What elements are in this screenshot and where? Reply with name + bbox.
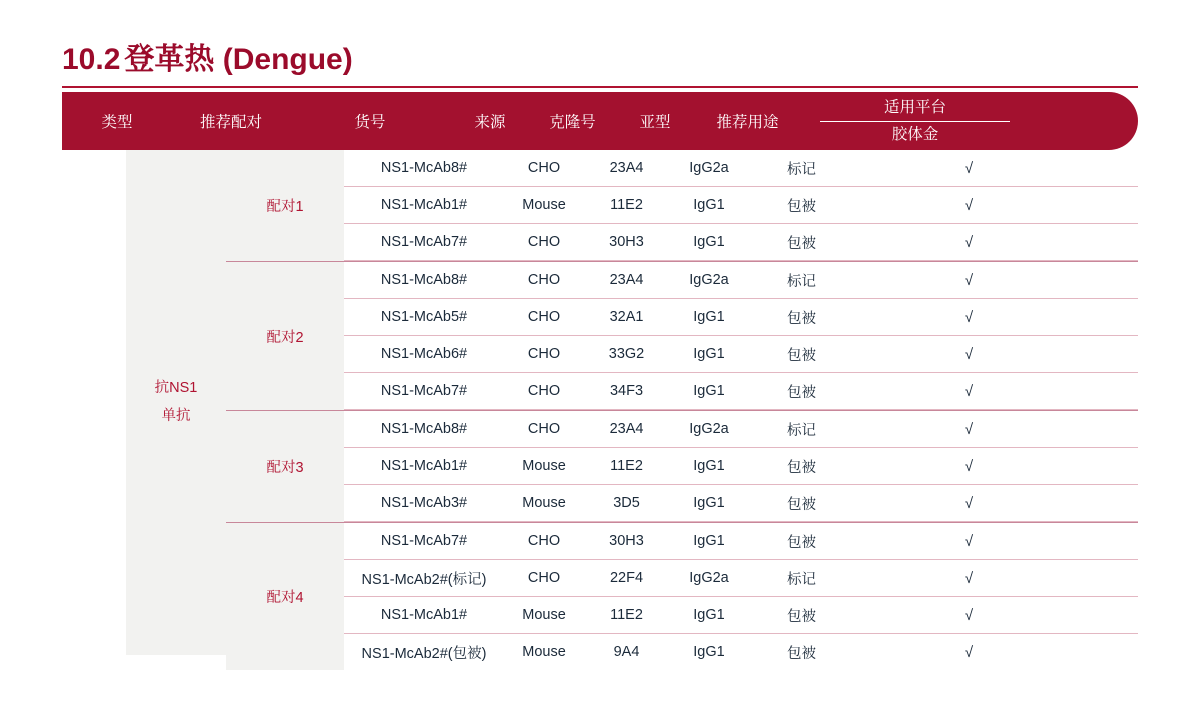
table-row[interactable]	[344, 150, 1138, 187]
cell-source: Mouse	[522, 607, 566, 623]
cell-catalog: NS1-McAb7#	[380, 533, 468, 549]
cell-gold-check: √	[964, 233, 974, 251]
table-row[interactable]	[344, 299, 1138, 336]
cell-usage: 标记	[787, 273, 816, 290]
cell-source: CHO	[527, 234, 561, 250]
pair-group	[226, 150, 1138, 261]
header-cell-source: 来源	[474, 114, 506, 131]
title-underline	[62, 86, 1138, 88]
cell-clone: 11E2	[610, 197, 643, 213]
cell-subtype: IgG1	[693, 309, 725, 325]
cell-usage: 包被	[787, 608, 816, 625]
pair-rows	[344, 523, 1138, 670]
title-number: 10.2	[62, 43, 121, 76]
cell-gold-check: √	[964, 271, 974, 289]
cell-catalog: NS1-McAb5#	[380, 309, 468, 325]
cell-clone: 30H3	[609, 533, 644, 549]
cell-catalog: NS1-McAb6#	[380, 346, 468, 362]
table-row[interactable]	[344, 373, 1138, 410]
cell-catalog: NS1-McAb2#(标记)	[361, 571, 487, 588]
pair-label: 配对4	[226, 523, 344, 670]
cell-clone: 30H3	[609, 234, 644, 250]
cell-gold-check: √	[964, 420, 974, 438]
cell-clone: 23A4	[609, 272, 644, 288]
cell-catalog: NS1-McAb7#	[380, 383, 468, 399]
table-header-row	[62, 92, 1138, 150]
table-row[interactable]	[344, 224, 1138, 261]
cell-clone: 33G2	[608, 346, 645, 362]
groups-column	[226, 150, 1138, 662]
cell-gold-check: √	[964, 159, 974, 177]
table-row[interactable]	[344, 187, 1138, 224]
cell-usage: 包被	[787, 310, 816, 327]
platform-title: 适用平台	[883, 99, 946, 117]
cell-catalog: NS1-McAb1#	[380, 197, 468, 213]
cell-subtype: IgG1	[693, 234, 725, 250]
cell-usage: 包被	[787, 198, 816, 215]
header-cell-usage: 推荐用途	[716, 114, 779, 131]
pair-rows	[344, 411, 1138, 522]
table-row[interactable]	[344, 336, 1138, 373]
table-row[interactable]	[344, 262, 1138, 299]
cell-subtype: IgG1	[693, 458, 725, 474]
cell-subtype: IgG1	[693, 607, 725, 623]
cell-source: CHO	[527, 421, 561, 437]
cell-gold-check: √	[964, 643, 974, 661]
cell-gold-check: √	[964, 569, 974, 587]
cell-gold-check: √	[964, 308, 974, 326]
cell-gold-check: √	[964, 345, 974, 363]
cell-usage: 包被	[787, 347, 816, 364]
cell-subtype: IgG2a	[689, 421, 729, 437]
header-cell-catalog: 货号	[354, 114, 386, 131]
type-column	[126, 150, 226, 655]
cell-source: CHO	[527, 309, 561, 325]
cell-catalog: NS1-McAb8#	[380, 421, 468, 437]
cell-gold-check: √	[964, 382, 974, 400]
header-cell-platform	[800, 92, 1030, 150]
cell-subtype: IgG1	[693, 383, 725, 399]
pair-label: 配对3	[226, 411, 344, 522]
cell-usage: 包被	[787, 384, 816, 401]
cell-subtype: IgG2a	[689, 160, 729, 176]
table-row[interactable]	[344, 448, 1138, 485]
header-cell-clone: 克隆号	[549, 114, 596, 131]
type-label-line1: 抗NS1	[154, 379, 198, 396]
cell-clone: 34F3	[609, 383, 644, 399]
cell-clone: 9A4	[613, 644, 640, 660]
cell-clone: 3D5	[613, 495, 640, 511]
cell-clone: 22F4	[609, 570, 644, 586]
table-row[interactable]	[344, 485, 1138, 522]
cell-subtype: IgG2a	[689, 272, 729, 288]
table-row[interactable]	[344, 597, 1138, 634]
cell-usage: 标记	[787, 161, 816, 178]
cell-source: Mouse	[522, 458, 566, 474]
cell-subtype: IgG1	[693, 346, 725, 362]
cell-subtype: IgG1	[693, 197, 725, 213]
cell-usage: 标记	[787, 571, 816, 588]
pair-group	[226, 522, 1138, 670]
pair-group	[226, 410, 1138, 522]
cell-source: Mouse	[522, 644, 566, 660]
cell-clone: 11E2	[610, 458, 643, 474]
pair-group	[226, 261, 1138, 410]
cell-catalog: NS1-McAb8#	[380, 160, 468, 176]
cell-gold-check: √	[964, 532, 974, 550]
cell-source: Mouse	[522, 197, 566, 213]
pair-rows	[344, 262, 1138, 410]
header-cell-type: 类型	[101, 114, 133, 131]
pair-rows	[344, 150, 1138, 261]
cell-source: CHO	[527, 383, 561, 399]
cell-catalog: NS1-McAb3#	[380, 495, 468, 511]
cell-catalog: NS1-McAb1#	[380, 458, 468, 474]
cell-gold-check: √	[964, 606, 974, 624]
type-label	[155, 375, 198, 430]
cell-usage: 包被	[787, 496, 816, 513]
cell-usage: 包被	[787, 235, 816, 252]
cell-subtype: IgG1	[693, 495, 725, 511]
cell-clone: 23A4	[609, 160, 644, 176]
cell-usage: 标记	[787, 422, 816, 439]
table-body	[126, 150, 1138, 662]
cell-usage: 包被	[787, 645, 816, 662]
cell-subtype: IgG2a	[689, 570, 729, 586]
header-cell-pair: 推荐配对	[199, 114, 262, 131]
table-row[interactable]	[344, 634, 1138, 670]
cell-clone: 32A1	[609, 309, 644, 325]
cell-gold-check: √	[964, 494, 974, 512]
cell-gold-check: √	[964, 196, 974, 214]
cell-catalog: NS1-McAb1#	[380, 607, 468, 623]
cell-source: Mouse	[522, 495, 566, 511]
cell-catalog: NS1-McAb7#	[380, 234, 468, 250]
platform-subcolumn-gold: 胶体金	[891, 125, 939, 143]
table-row[interactable]	[344, 560, 1138, 597]
type-label-line2: 单抗	[161, 407, 191, 424]
table-row[interactable]	[344, 523, 1138, 560]
cell-subtype: IgG1	[693, 644, 725, 660]
pair-label: 配对1	[226, 150, 344, 261]
header-cell-subtype: 亚型	[639, 114, 671, 131]
cell-source: CHO	[527, 272, 561, 288]
cell-source: CHO	[527, 160, 561, 176]
title-text: 登革热 (Dengue)	[124, 43, 353, 76]
cell-source: CHO	[527, 533, 561, 549]
page-title	[62, 34, 353, 78]
cell-source: CHO	[527, 570, 561, 586]
cell-gold-check: √	[964, 457, 974, 475]
cell-usage: 包被	[787, 459, 816, 476]
cell-clone: 11E2	[610, 607, 643, 623]
cell-source: CHO	[527, 346, 561, 362]
cell-catalog: NS1-McAb8#	[380, 272, 468, 288]
platform-divider	[820, 121, 1010, 122]
cell-usage: 包被	[787, 534, 816, 551]
cell-clone: 23A4	[609, 421, 644, 437]
pair-label: 配对2	[226, 262, 344, 410]
table-row[interactable]	[344, 411, 1138, 448]
cell-catalog: NS1-McAb2#(包被)	[361, 645, 487, 662]
cell-subtype: IgG1	[693, 533, 725, 549]
